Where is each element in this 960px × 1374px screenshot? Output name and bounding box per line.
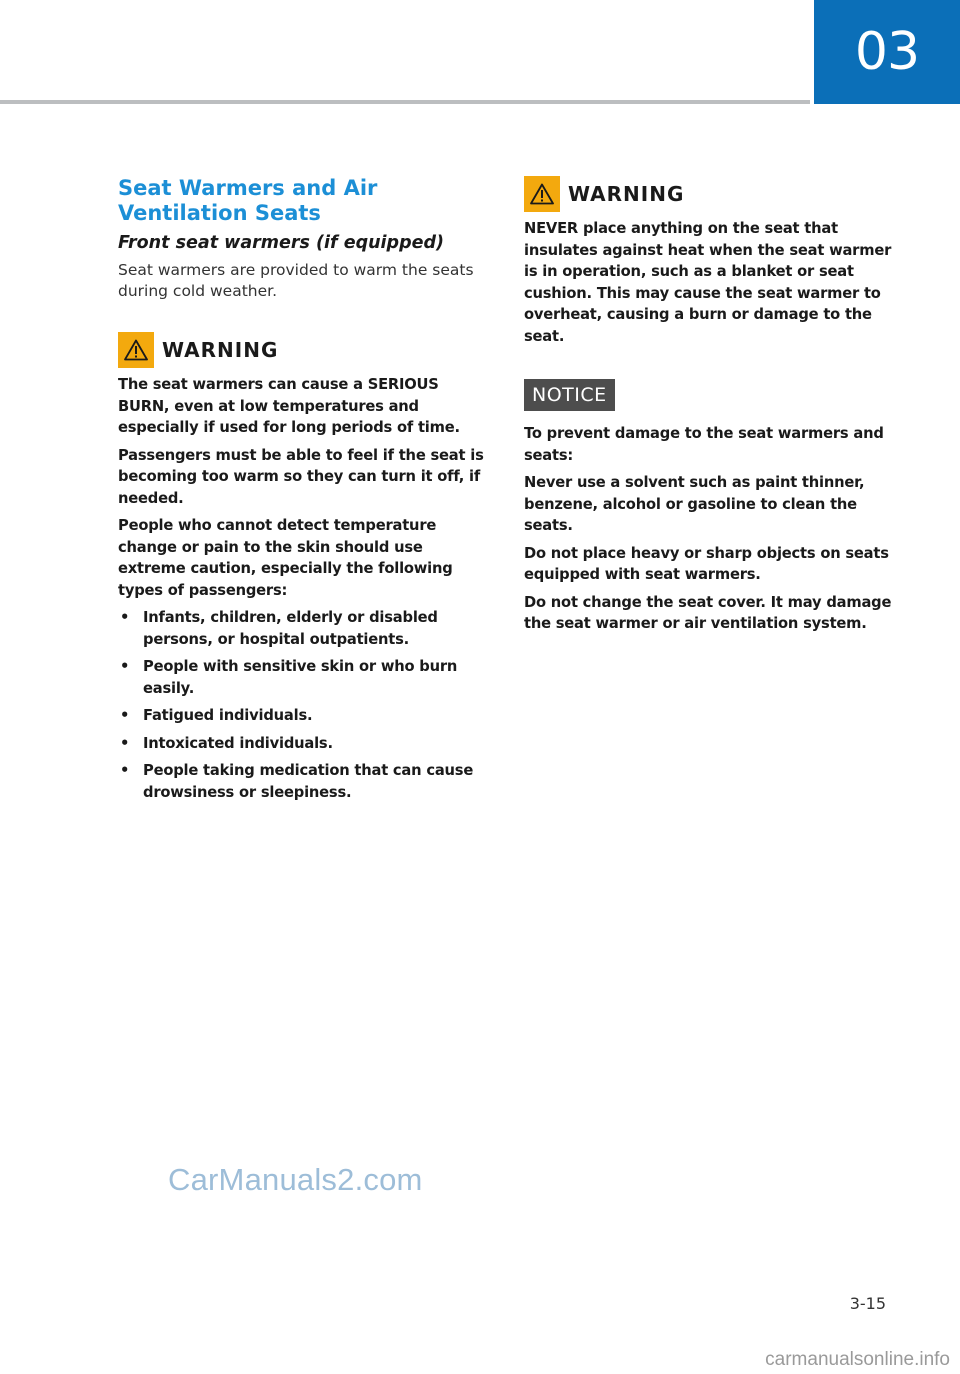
page-number: 3-15	[849, 1294, 886, 1313]
passenger-list	[118, 607, 488, 803]
warning-paragraph: People who cannot detect temperature change or pain to the skin should use extreme caution, especially the following types of passengers:	[118, 517, 453, 599]
left-column	[118, 176, 488, 809]
notice-paragraph: To prevent damage to the seat warmers and seats:	[524, 425, 884, 464]
intro-text: Seat warmers are provided to warm the seats during cold weather.	[118, 261, 474, 300]
list-item: • Intoxicated individuals.	[118, 733, 488, 755]
list-item: • Infants, children, elderly or disabled persons, or hospital outpatients.	[118, 607, 488, 650]
list-item: • Fatigued individuals.	[118, 705, 488, 727]
subsection-title: Front seat warmers (if equipped)	[118, 233, 445, 253]
warning-paragraph: The seat warmers can cause a SERIOUS BURN, even at low temperatures and especially if used for long periods of time.	[118, 376, 460, 436]
notice-block	[524, 353, 892, 635]
warning-triangle-icon	[118, 332, 154, 368]
warning-paragraph: Passengers must be able to feel if the seat is becoming too warm so they can turn it off, if needed.	[118, 446, 484, 507]
notice-badge: NOTICE	[524, 379, 615, 411]
notice-paragraph: Do not change the seat cover. It may damage the seat warmer or air ventilation system.	[524, 593, 892, 632]
warning-title: WARNING	[162, 338, 279, 362]
notice-paragraph: Never use a solvent such as paint thinner, benzene, alcohol or gasoline to clean the seats.	[524, 474, 865, 534]
warning-block	[118, 332, 488, 803]
header-rule	[0, 100, 810, 104]
chapter-tab: 03	[814, 0, 960, 104]
section-title: Seat Warmers and Air Ventilation Seats	[118, 176, 378, 225]
warning-paragraph: NEVER place anything on the seat that insulates against heat when the seat warmer is in operation, such as a blanket or seat cushion. This may cause the seat warmer to overheat, causing a burn or damage to the seat.	[524, 220, 892, 345]
warning-block	[524, 176, 892, 347]
warning-title: WARNING	[568, 182, 685, 206]
list-item: • People with sensitive skin or who burn easily.	[118, 656, 488, 699]
right-column	[524, 176, 892, 641]
watermark-text: CarManuals2.com	[168, 1162, 423, 1197]
list-item: • People taking medication that can cause drowsiness or sleepiness.	[118, 760, 488, 803]
footer-site-link[interactable]: carmanualsonline.info	[765, 1349, 950, 1370]
warning-triangle-icon	[524, 176, 560, 212]
warning-header	[524, 176, 892, 212]
notice-paragraph: Do not place heavy or sharp objects on seats equipped with seat warmers.	[524, 544, 889, 583]
warning-header	[118, 332, 488, 368]
